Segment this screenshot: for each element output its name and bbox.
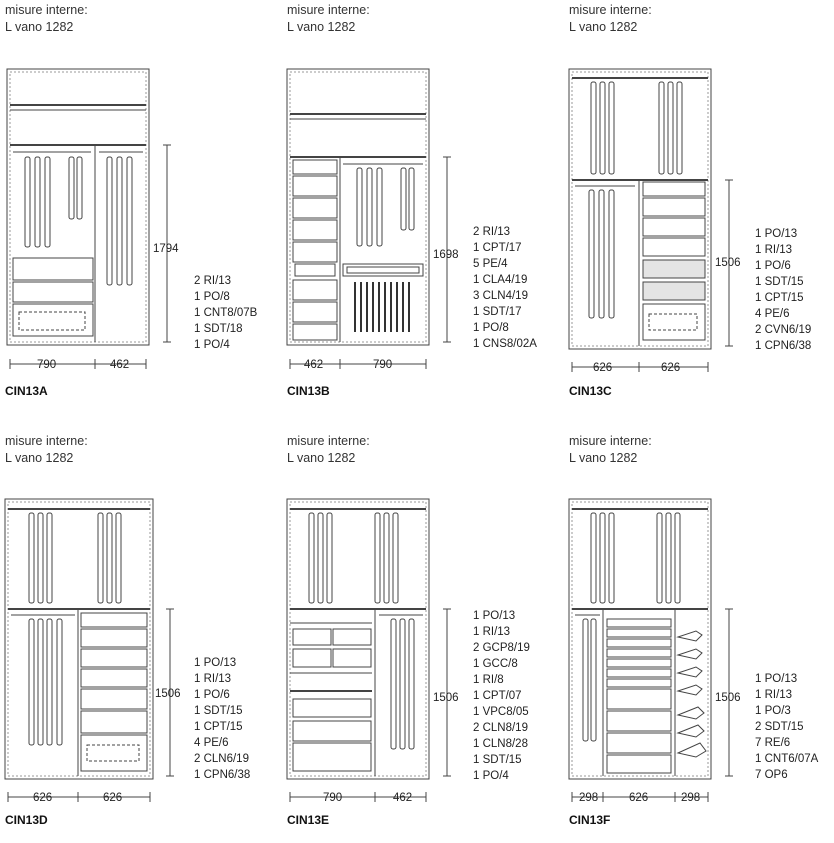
- width-dimension-1: 790: [37, 359, 57, 371]
- panel-cin13a: [5, 2, 275, 412]
- component-list: 1 PO/13 1 RI/13 1 PO/3 2 SDT/15 7 RE/6 1 CNT6/07A 7 OP6: [755, 673, 819, 781]
- panel-header: misure interne: L vano 1282: [287, 3, 370, 34]
- panel-header: misure interne: L vano 1282: [569, 434, 652, 465]
- panel-cin13b: [287, 2, 557, 412]
- width-dimension-1: 626: [593, 362, 613, 374]
- width-dimension-3: 298: [681, 792, 701, 804]
- panel-header: misure interne: L vano 1282: [569, 3, 652, 34]
- model-code: CIN13A: [5, 384, 48, 398]
- model-code: CIN13F: [569, 813, 611, 827]
- component-list: 1 PO/13 1 RI/13 2 GCP8/19 1 GCC/8 1 RI/8 1 CPT/07 1 VPC8/05 2 CLN8/19 1 CLN8/28 1 SDT/15 1 PO/4: [473, 610, 530, 782]
- height-dimension: 1506: [155, 688, 181, 700]
- width-dimension-1: 462: [304, 359, 324, 371]
- panel-header: misure interne: L vano 1282: [287, 434, 370, 465]
- height-dimension: 1506: [715, 692, 741, 704]
- width-dimension-2: 626: [103, 792, 123, 804]
- model-code: CIN13B: [287, 384, 330, 398]
- panel-header: misure interne: L vano 1282: [5, 434, 88, 465]
- width-dimension-1: 790: [323, 792, 343, 804]
- height-dimension: 1506: [433, 692, 459, 704]
- width-dimension-2: 626: [661, 362, 681, 374]
- model-code: CIN13C: [569, 384, 612, 398]
- panel-cin13d: [5, 433, 275, 843]
- component-list: 1 PO/13 1 RI/13 1 PO/6 1 SDT/15 1 CPT/15 4 PE/6 2 CLN6/19 1 CPN6/38: [194, 657, 251, 781]
- height-dimension: 1794: [153, 243, 179, 255]
- width-dimension-2: 462: [110, 359, 130, 371]
- width-dimension-1: 626: [33, 792, 53, 804]
- component-list: 1 PO/13 1 RI/13 1 PO/6 1 SDT/15 1 CPT/15 4 PE/6 2 CVN6/19 1 CPN6/38: [755, 228, 812, 352]
- model-code: CIN13E: [287, 813, 330, 827]
- width-dimension-2: 626: [629, 792, 649, 804]
- panel-header: misure interne: L vano 1282: [5, 3, 88, 34]
- height-dimension: 1698: [433, 249, 459, 261]
- panel-cin13f: [569, 433, 834, 843]
- model-code: CIN13D: [5, 813, 48, 827]
- width-dimension-2: 790: [373, 359, 393, 371]
- width-dimension-1: 298: [579, 792, 599, 804]
- panel-cin13c: [569, 2, 834, 412]
- panel-cin13e: [287, 433, 557, 843]
- height-dimension: 1506: [715, 257, 741, 269]
- component-list: 2 RI/13 1 PO/8 1 CNT8/07B 1 SDT/18 1 PO/4: [194, 275, 258, 351]
- width-dimension-2: 462: [393, 792, 413, 804]
- component-list: 2 RI/13 1 CPT/17 5 PE/4 1 CLA4/19 3 CLN4/19 1 SDT/17 1 PO/8 1 CNS8/02A: [473, 226, 537, 350]
